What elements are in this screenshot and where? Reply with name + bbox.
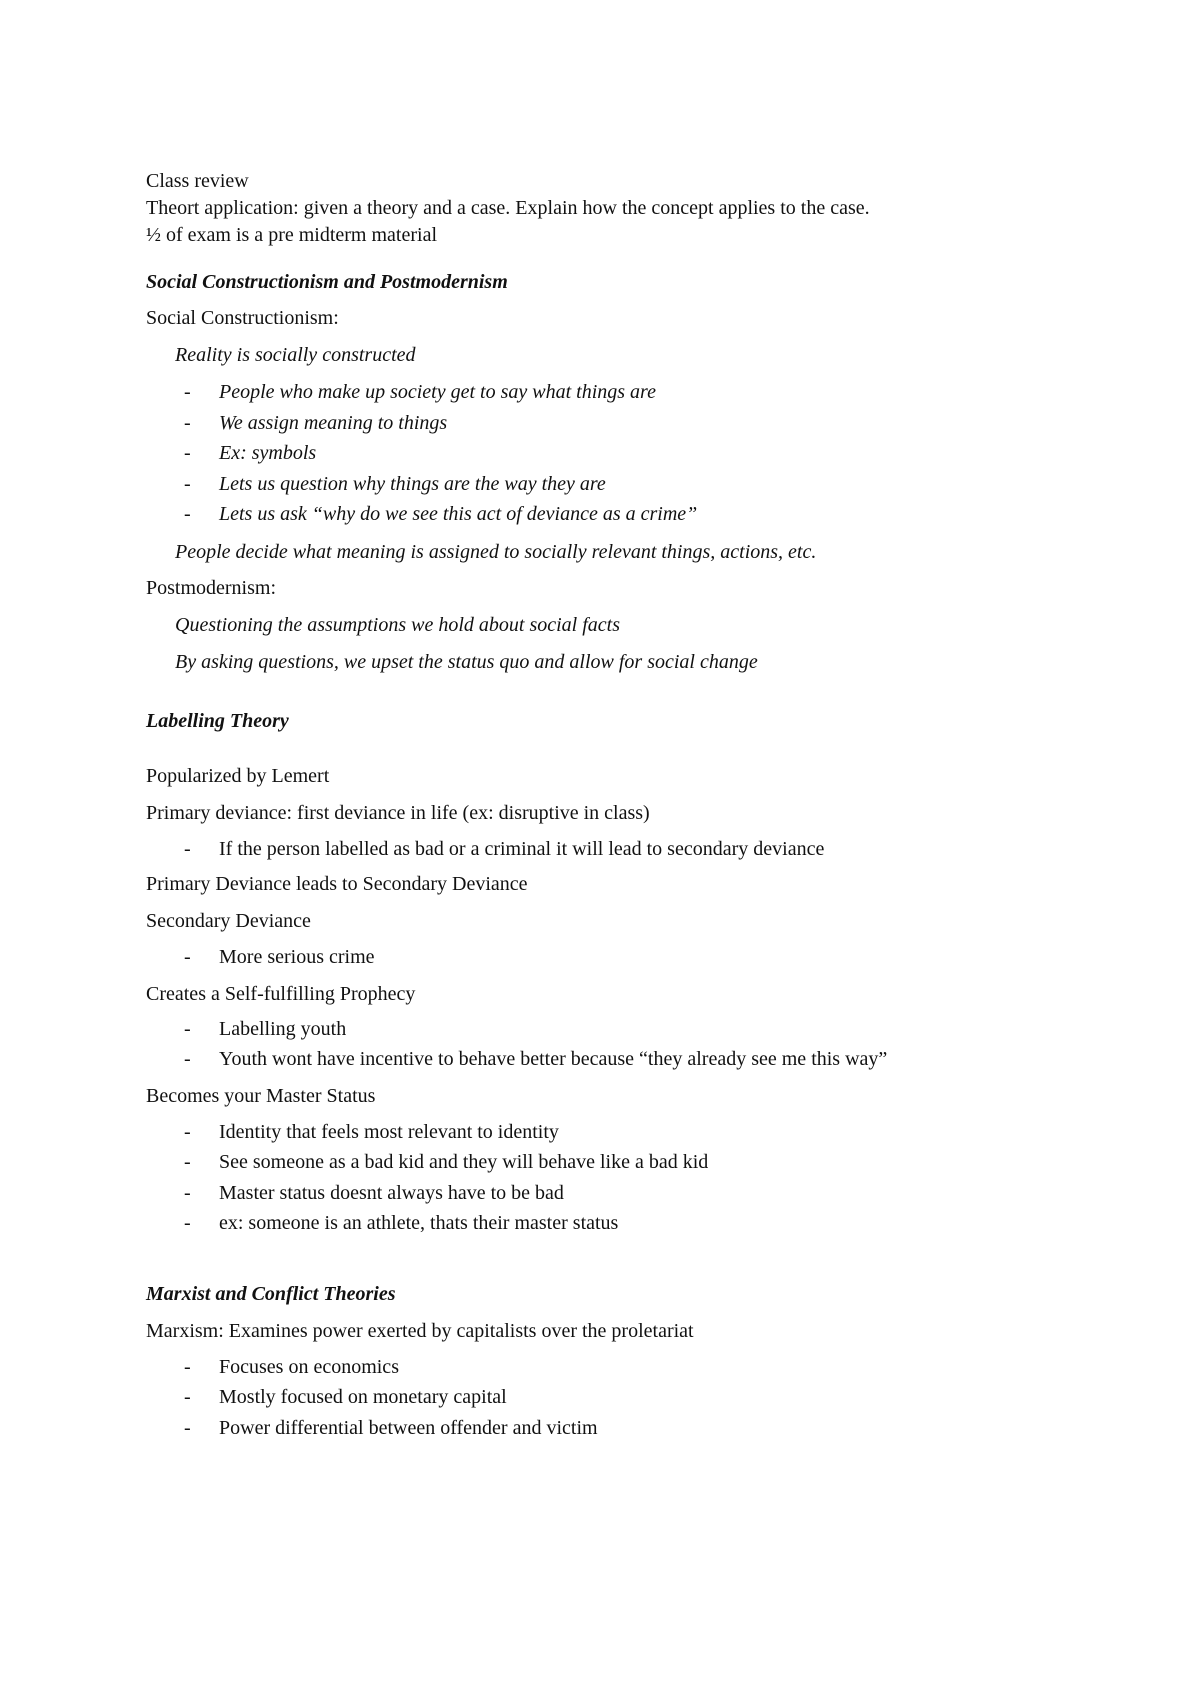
bullet-dash: - bbox=[184, 1151, 191, 1173]
marxism-bullets bbox=[146, 1352, 1146, 1444]
prophecy-bullets bbox=[146, 1014, 1146, 1075]
master-status: Becomes your Master Status bbox=[146, 1084, 376, 1107]
list-item: - Lets us question why things are the way they are bbox=[146, 469, 1146, 500]
bullet-dash: - bbox=[184, 1212, 191, 1234]
list-item: - ex: someone is an athlete, thats their master status bbox=[146, 1208, 1146, 1239]
list-item: - Power differential between offender and victim bbox=[146, 1413, 1146, 1444]
list-item: - If the person labelled as bad or a criminal it will lead to secondary deviance bbox=[146, 834, 1146, 865]
list-item: - More serious crime bbox=[146, 942, 1146, 973]
bullet-dash: - bbox=[184, 411, 191, 434]
bullet-dash: - bbox=[184, 1048, 191, 1070]
list-item: - Focuses on economics bbox=[146, 1352, 1146, 1383]
bullet-dash: - bbox=[184, 1120, 191, 1143]
secondary-deviance: Secondary Deviance bbox=[146, 910, 311, 932]
heading-marxist-conflict: Marxist and Conflict Theories bbox=[146, 1282, 396, 1305]
postmodernism-line-2: By asking questions, we upset the status quo and allow for social change bbox=[175, 650, 758, 673]
list-item: - We assign meaning to things bbox=[146, 408, 1146, 439]
primary-deviance: Primary deviance: first deviance in life (ex: disruptive in class) bbox=[146, 801, 650, 824]
social-constructionism-subheading: Reality is socially constructed bbox=[175, 344, 416, 366]
bullet-dash: - bbox=[184, 1355, 191, 1378]
master-status-bullets bbox=[146, 1117, 1146, 1239]
list-item: - Labelling youth bbox=[146, 1014, 1146, 1045]
heading-social-constructionism: Social Constructionism and Postmodernism bbox=[146, 271, 508, 293]
list-item: - Youth wont have incentive to behave better because “they already see me this way” bbox=[146, 1044, 1146, 1075]
bullet-dash: - bbox=[184, 381, 191, 403]
bullet-dash: - bbox=[184, 1181, 191, 1204]
marxism-definition: Marxism: Examines power exerted by capitalists over the proletariat bbox=[146, 1319, 694, 1342]
list-item: - Mostly focused on monetary capital bbox=[146, 1382, 1146, 1413]
postmodernism-line-1: Questioning the assumptions we hold about social facts bbox=[175, 613, 620, 636]
intro-line-2: Theort application: given a theory and a case. Explain how the concept applies to the case. bbox=[146, 197, 870, 219]
bullet-dash: - bbox=[184, 837, 191, 860]
bullet-dash: - bbox=[184, 946, 191, 968]
bullet-dash: - bbox=[184, 442, 191, 464]
list-item: - Lets us ask “why do we see this act of deviance as a crime” bbox=[146, 499, 1146, 530]
list-item: - People who make up society get to say what things are bbox=[146, 377, 1146, 408]
document-body bbox=[146, 168, 1146, 1443]
deviance-leads: Primary Deviance leads to Secondary Deviance bbox=[146, 873, 528, 895]
bullet-dash: - bbox=[184, 503, 191, 525]
list-item: - Identity that feels most relevant to identity bbox=[146, 1117, 1146, 1148]
intro-line-1: Class review bbox=[146, 170, 249, 192]
bullet-dash: - bbox=[184, 472, 191, 495]
bullet-dash: - bbox=[184, 1017, 191, 1040]
bullet-dash: - bbox=[184, 1386, 191, 1408]
list-item: - Master status doesnt always have to be bad bbox=[146, 1178, 1146, 1209]
popularized-by: Popularized by Lemert bbox=[146, 764, 330, 787]
intro-line-3: ½ of exam is a pre midterm material bbox=[146, 224, 438, 246]
postmodernism-label: Postmodernism: bbox=[146, 576, 277, 599]
list-item: - See someone as a bad kid and they will behave like a bad kid bbox=[146, 1147, 1146, 1178]
social-constructionism-note: People decide what meaning is assigned to socially relevant things, actions, etc. bbox=[175, 540, 817, 563]
primary-deviance-bullets bbox=[146, 834, 1146, 865]
self-fulfilling-prophecy: Creates a Self-fulfilling Prophecy bbox=[146, 982, 416, 1005]
social-constructionism-bullets bbox=[146, 377, 1146, 530]
social-constructionism-label: Social Constructionism: bbox=[146, 307, 339, 329]
bullet-dash: - bbox=[184, 1416, 191, 1439]
secondary-deviance-bullets bbox=[146, 942, 1146, 973]
list-item: - Ex: symbols bbox=[146, 438, 1146, 469]
heading-labelling-theory: Labelling Theory bbox=[146, 709, 289, 732]
